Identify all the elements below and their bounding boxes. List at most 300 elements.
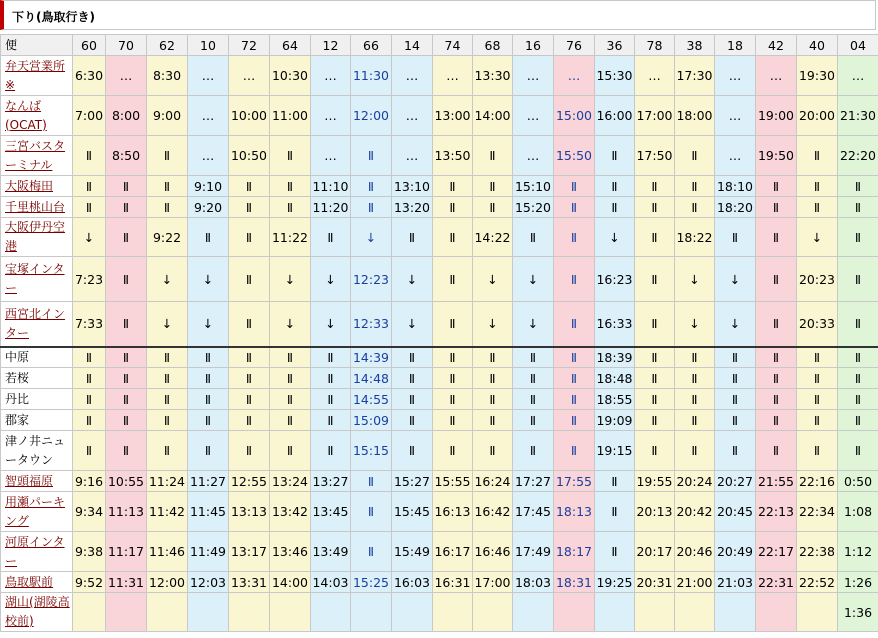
stop-name-cell[interactable] <box>1 96 73 136</box>
time-cell: Ⅱ <box>756 389 797 410</box>
time-cell: Ⅱ <box>838 389 878 410</box>
time-cell: 18:13 <box>554 492 595 532</box>
time-cell: Ⅱ <box>554 176 595 197</box>
time-cell: ↓ <box>311 302 351 347</box>
time-cell: ↓ <box>147 302 188 347</box>
time-cell: ↓ <box>715 302 756 347</box>
time-cell: Ⅱ <box>675 347 715 368</box>
time-cell: Ⅱ <box>473 389 513 410</box>
time-cell: 11:22 <box>270 218 311 257</box>
time-cell: Ⅱ <box>229 410 270 431</box>
time-cell: Ⅱ <box>106 368 147 389</box>
time-cell: Ⅱ <box>433 347 473 368</box>
time-cell: Ⅱ <box>229 176 270 197</box>
time-cell: Ⅱ <box>351 197 392 218</box>
time-cell: 17:55 <box>554 471 595 492</box>
time-cell: Ⅱ <box>675 176 715 197</box>
time-cell: Ⅱ <box>106 176 147 197</box>
time-cell: Ⅱ <box>715 431 756 471</box>
time-cell: … <box>188 96 229 136</box>
time-cell: 16:17 <box>433 532 473 572</box>
time-cell: 18:55 <box>595 389 635 410</box>
time-cell: … <box>635 56 675 96</box>
time-cell: Ⅱ <box>392 368 433 389</box>
time-cell: Ⅱ <box>675 389 715 410</box>
time-cell: Ⅱ <box>188 368 229 389</box>
time-cell: ↓ <box>675 302 715 347</box>
stop-name-link[interactable]: なんば(OCAT) <box>5 98 47 132</box>
trip-number: 16 <box>513 35 554 56</box>
time-cell: Ⅱ <box>756 347 797 368</box>
time-cell: … <box>106 56 147 96</box>
time-cell: 21:55 <box>756 471 797 492</box>
stop-row <box>1 593 878 632</box>
stop-name: 若桜 <box>5 370 30 385</box>
time-cell: 20:13 <box>635 492 675 532</box>
time-cell: 15:09 <box>351 410 392 431</box>
time-cell: Ⅱ <box>311 218 351 257</box>
time-cell: Ⅱ <box>147 410 188 431</box>
time-cell: Ⅱ <box>595 492 635 532</box>
time-cell: 22:31 <box>756 572 797 593</box>
time-cell: Ⅱ <box>838 431 878 471</box>
time-cell: Ⅱ <box>433 257 473 302</box>
time-cell: 17:45 <box>513 492 554 532</box>
time-cell: 15:20 <box>513 197 554 218</box>
time-cell: Ⅱ <box>838 368 878 389</box>
stop-row <box>1 96 878 136</box>
time-cell: Ⅱ <box>73 197 106 218</box>
time-cell: Ⅱ <box>392 389 433 410</box>
time-cell: 8:30 <box>147 56 188 96</box>
stop-name-cell <box>1 368 73 389</box>
time-cell: Ⅱ <box>106 218 147 257</box>
time-cell: ↓ <box>188 302 229 347</box>
time-cell: Ⅱ <box>554 302 595 347</box>
time-cell: Ⅱ <box>188 347 229 368</box>
time-cell: Ⅱ <box>797 136 838 176</box>
time-cell: 1:12 <box>838 532 878 572</box>
time-cell: Ⅱ <box>595 471 635 492</box>
time-cell: 11:24 <box>147 471 188 492</box>
time-cell: 10:00 <box>229 96 270 136</box>
time-cell: Ⅱ <box>635 218 675 257</box>
time-cell: Ⅱ <box>106 257 147 302</box>
time-cell: Ⅱ <box>554 389 595 410</box>
stop-name-cell[interactable] <box>1 257 73 302</box>
stop-row <box>1 431 878 471</box>
trip-number: 70 <box>106 35 147 56</box>
time-cell: 14:22 <box>473 218 513 257</box>
time-cell: Ⅱ <box>311 410 351 431</box>
time-cell: 13:13 <box>229 492 270 532</box>
time-cell: Ⅱ <box>513 410 554 431</box>
time-cell <box>106 593 147 632</box>
stop-row <box>1 197 878 218</box>
trip-number: 64 <box>270 35 311 56</box>
time-cell <box>715 593 756 632</box>
time-cell: 19:25 <box>595 572 635 593</box>
time-cell: Ⅱ <box>392 431 433 471</box>
time-cell: Ⅱ <box>473 431 513 471</box>
time-cell: Ⅱ <box>351 176 392 197</box>
time-cell: Ⅱ <box>675 368 715 389</box>
time-cell: Ⅱ <box>433 176 473 197</box>
time-cell: … <box>433 56 473 96</box>
time-cell: Ⅱ <box>229 431 270 471</box>
time-cell: 11:27 <box>188 471 229 492</box>
time-cell: Ⅱ <box>756 302 797 347</box>
stop-name: 丹比 <box>5 391 30 406</box>
time-cell <box>188 593 229 632</box>
time-cell: Ⅱ <box>838 302 878 347</box>
time-cell: 18:39 <box>595 347 635 368</box>
time-cell: Ⅱ <box>188 389 229 410</box>
time-cell: 18:48 <box>595 368 635 389</box>
time-cell: 21:00 <box>675 572 715 593</box>
time-cell: Ⅱ <box>715 218 756 257</box>
time-cell: 11:46 <box>147 532 188 572</box>
time-cell: Ⅱ <box>229 197 270 218</box>
time-cell: Ⅱ <box>188 431 229 471</box>
time-cell: Ⅱ <box>270 197 311 218</box>
time-cell: 9:22 <box>147 218 188 257</box>
stop-name-cell[interactable] <box>1 572 73 593</box>
time-cell: 8:50 <box>106 136 147 176</box>
time-cell: Ⅱ <box>147 197 188 218</box>
time-cell: 22:20 <box>838 136 878 176</box>
time-cell: 7:00 <box>73 96 106 136</box>
time-cell: Ⅱ <box>797 368 838 389</box>
stop-name-link[interactable]: 鳥取駅前 <box>5 574 54 589</box>
time-cell: Ⅱ <box>635 431 675 471</box>
trip-header-label: 便 <box>1 35 73 56</box>
time-cell: Ⅱ <box>756 197 797 218</box>
time-cell: Ⅱ <box>270 410 311 431</box>
time-cell <box>433 593 473 632</box>
stop-name-cell[interactable] <box>1 593 73 632</box>
time-cell: ↓ <box>473 257 513 302</box>
time-cell: … <box>392 136 433 176</box>
stop-name-link[interactable]: 智頭福原 <box>5 473 54 488</box>
time-cell: 11:13 <box>106 492 147 532</box>
time-cell: Ⅱ <box>311 368 351 389</box>
timetable <box>0 34 878 632</box>
time-cell: Ⅱ <box>73 136 106 176</box>
time-cell: 15:30 <box>595 56 635 96</box>
time-cell: 18:22 <box>675 218 715 257</box>
time-cell: … <box>554 56 595 96</box>
stop-name-cell[interactable] <box>1 492 73 532</box>
time-cell <box>797 593 838 632</box>
time-cell: 8:00 <box>106 96 147 136</box>
time-cell: 12:03 <box>188 572 229 593</box>
time-cell: 14:55 <box>351 389 392 410</box>
time-cell: Ⅱ <box>106 389 147 410</box>
time-cell: 15:25 <box>351 572 392 593</box>
time-cell: Ⅱ <box>270 389 311 410</box>
time-cell: 16:13 <box>433 492 473 532</box>
time-cell: 20:42 <box>675 492 715 532</box>
trip-number: 40 <box>797 35 838 56</box>
time-cell: ↓ <box>595 218 635 257</box>
stop-name-cell[interactable] <box>1 136 73 176</box>
time-cell: Ⅱ <box>635 347 675 368</box>
time-cell: 11:45 <box>188 492 229 532</box>
time-cell: 16:46 <box>473 532 513 572</box>
time-cell: 14:00 <box>270 572 311 593</box>
time-cell: Ⅱ <box>433 368 473 389</box>
time-cell: 14:00 <box>473 96 513 136</box>
stop-name-link[interactable]: 用瀬パーキング <box>5 494 66 528</box>
time-cell: Ⅱ <box>147 368 188 389</box>
time-cell: … <box>513 96 554 136</box>
time-cell: ↓ <box>147 257 188 302</box>
time-cell: Ⅱ <box>635 368 675 389</box>
time-cell: Ⅱ <box>392 218 433 257</box>
time-cell: Ⅱ <box>513 389 554 410</box>
time-cell: Ⅱ <box>188 218 229 257</box>
time-cell <box>595 593 635 632</box>
time-cell: Ⅱ <box>311 389 351 410</box>
stop-name-link[interactable]: 西宮北インター <box>5 306 66 340</box>
time-cell: 1:08 <box>838 492 878 532</box>
time-cell: 13:30 <box>473 56 513 96</box>
section-title: 下り(鳥取行き) <box>12 10 95 24</box>
stop-name: 津ノ井ニュータウン <box>5 433 66 467</box>
time-cell: Ⅱ <box>838 410 878 431</box>
time-cell: 13:10 <box>392 176 433 197</box>
time-cell: … <box>311 136 351 176</box>
time-cell: Ⅱ <box>838 347 878 368</box>
time-cell: 10:30 <box>270 56 311 96</box>
time-cell: Ⅱ <box>73 176 106 197</box>
time-cell: 19:55 <box>635 471 675 492</box>
time-cell: 16:03 <box>392 572 433 593</box>
time-cell: 19:30 <box>797 56 838 96</box>
time-cell: 11:30 <box>351 56 392 96</box>
time-cell: 14:03 <box>311 572 351 593</box>
time-cell: Ⅱ <box>635 176 675 197</box>
stop-name-link[interactable]: 大阪伊丹空港 <box>5 220 66 253</box>
stop-row <box>1 56 878 96</box>
time-cell: 20:46 <box>675 532 715 572</box>
time-cell: Ⅱ <box>270 347 311 368</box>
time-cell: Ⅱ <box>675 197 715 218</box>
time-cell: Ⅱ <box>229 389 270 410</box>
time-cell: Ⅱ <box>73 431 106 471</box>
stop-name-link[interactable]: 千里桃山台 <box>5 199 66 214</box>
time-cell: 1:26 <box>838 572 878 593</box>
time-cell: 18:03 <box>513 572 554 593</box>
time-cell: 19:50 <box>756 136 797 176</box>
time-cell: Ⅱ <box>554 431 595 471</box>
time-cell <box>554 593 595 632</box>
time-cell: Ⅱ <box>513 431 554 471</box>
time-cell: … <box>715 96 756 136</box>
time-cell: ↓ <box>188 257 229 302</box>
trip-number: 12 <box>311 35 351 56</box>
time-cell: 21:03 <box>715 572 756 593</box>
stop-name: 郡家 <box>5 412 30 427</box>
time-cell: Ⅱ <box>838 176 878 197</box>
time-cell: 22:34 <box>797 492 838 532</box>
time-cell: 19:15 <box>595 431 635 471</box>
time-cell: Ⅱ <box>838 218 878 257</box>
time-cell: 17:27 <box>513 471 554 492</box>
time-cell: 13:46 <box>270 532 311 572</box>
time-cell: … <box>756 56 797 96</box>
time-cell: Ⅱ <box>838 197 878 218</box>
time-cell: Ⅱ <box>270 431 311 471</box>
time-cell: Ⅱ <box>635 410 675 431</box>
time-cell: 13:20 <box>392 197 433 218</box>
time-cell: Ⅱ <box>473 197 513 218</box>
time-cell: Ⅱ <box>554 410 595 431</box>
time-cell: 11:31 <box>106 572 147 593</box>
time-cell: Ⅱ <box>473 176 513 197</box>
stop-name-cell[interactable] <box>1 197 73 218</box>
time-cell: 13:31 <box>229 572 270 593</box>
time-cell: Ⅱ <box>797 431 838 471</box>
time-cell: Ⅱ <box>433 389 473 410</box>
time-cell: Ⅱ <box>756 257 797 302</box>
time-cell: 12:00 <box>351 96 392 136</box>
time-cell: ↓ <box>473 302 513 347</box>
time-cell: Ⅱ <box>595 176 635 197</box>
time-cell: … <box>838 56 878 96</box>
time-cell: Ⅱ <box>554 347 595 368</box>
time-cell: Ⅱ <box>73 389 106 410</box>
time-cell: 16:31 <box>433 572 473 593</box>
time-cell: Ⅱ <box>513 218 554 257</box>
time-cell: ↓ <box>351 218 392 257</box>
time-cell: Ⅱ <box>351 471 392 492</box>
time-cell: 10:55 <box>106 471 147 492</box>
time-cell: 12:33 <box>351 302 392 347</box>
time-cell: Ⅱ <box>756 410 797 431</box>
stop-row <box>1 257 878 302</box>
time-cell: Ⅱ <box>147 347 188 368</box>
time-cell: ↓ <box>675 257 715 302</box>
time-cell: Ⅱ <box>715 389 756 410</box>
time-cell: Ⅱ <box>756 218 797 257</box>
time-cell: Ⅱ <box>433 197 473 218</box>
time-cell: 15:50 <box>554 136 595 176</box>
time-cell: 18:17 <box>554 532 595 572</box>
time-cell: 1:36 <box>838 593 878 632</box>
stop-name-cell <box>1 410 73 431</box>
time-cell: 18:20 <box>715 197 756 218</box>
time-cell: 13:00 <box>433 96 473 136</box>
stop-name-cell <box>1 431 73 471</box>
time-cell: 17:00 <box>635 96 675 136</box>
time-cell: Ⅱ <box>554 257 595 302</box>
stop-name-link[interactable]: 宝塚インター <box>5 262 65 295</box>
time-cell: 20:33 <box>797 302 838 347</box>
time-cell: … <box>513 136 554 176</box>
time-cell: Ⅱ <box>715 368 756 389</box>
stop-name-cell[interactable] <box>1 532 73 572</box>
time-cell <box>229 593 270 632</box>
stop-name-link[interactable]: 弁天営業所※ <box>5 58 66 92</box>
time-cell: Ⅱ <box>513 347 554 368</box>
stop-name-link[interactable]: 大阪梅田 <box>5 178 54 193</box>
time-cell: 20:49 <box>715 532 756 572</box>
stop-row <box>1 136 878 176</box>
time-cell: 9:16 <box>73 471 106 492</box>
stop-name-link[interactable]: 湖山(湖陵高校前) <box>5 595 70 628</box>
stop-name-link[interactable]: 河原インター <box>5 534 65 568</box>
trip-number: 42 <box>756 35 797 56</box>
time-cell: 9:34 <box>73 492 106 532</box>
time-cell: Ⅱ <box>270 176 311 197</box>
time-cell: … <box>715 56 756 96</box>
stop-name-link[interactable]: 三宮バスターミナル <box>5 138 66 172</box>
trip-number: 62 <box>147 35 188 56</box>
time-cell: ↓ <box>513 257 554 302</box>
stop-name-cell[interactable] <box>1 176 73 197</box>
trip-number: 66 <box>351 35 392 56</box>
stop-row <box>1 410 878 431</box>
time-cell: 6:30 <box>73 56 106 96</box>
stop-name-cell[interactable] <box>1 218 73 257</box>
time-cell <box>73 593 106 632</box>
stop-row <box>1 176 878 197</box>
time-cell: 15:10 <box>513 176 554 197</box>
time-cell: Ⅱ <box>433 410 473 431</box>
time-cell <box>635 593 675 632</box>
trip-number: 72 <box>229 35 270 56</box>
time-cell: 20:27 <box>715 471 756 492</box>
time-cell: Ⅱ <box>106 302 147 347</box>
trip-number: 68 <box>473 35 513 56</box>
time-cell: 17:00 <box>473 572 513 593</box>
time-cell: Ⅱ <box>554 197 595 218</box>
stop-row <box>1 492 878 532</box>
stop-row <box>1 572 878 593</box>
time-cell: Ⅱ <box>473 136 513 176</box>
time-cell: … <box>513 56 554 96</box>
time-cell: ↓ <box>270 257 311 302</box>
time-cell: … <box>715 136 756 176</box>
time-cell <box>270 593 311 632</box>
time-cell: Ⅱ <box>838 257 878 302</box>
time-cell: Ⅱ <box>554 218 595 257</box>
time-cell: 12:00 <box>147 572 188 593</box>
time-cell: Ⅱ <box>797 176 838 197</box>
time-cell: Ⅱ <box>595 197 635 218</box>
time-cell: 13:27 <box>311 471 351 492</box>
stop-name-cell[interactable] <box>1 471 73 492</box>
time-cell: Ⅱ <box>635 257 675 302</box>
time-cell: Ⅱ <box>473 410 513 431</box>
stop-name-cell[interactable] <box>1 302 73 347</box>
time-cell: Ⅱ <box>270 368 311 389</box>
time-cell: Ⅱ <box>797 410 838 431</box>
time-cell: … <box>188 136 229 176</box>
time-cell: Ⅱ <box>595 136 635 176</box>
time-cell: Ⅱ <box>106 410 147 431</box>
trip-number: 18 <box>715 35 756 56</box>
time-cell: Ⅱ <box>473 347 513 368</box>
time-cell: ↓ <box>311 257 351 302</box>
time-cell: 17:49 <box>513 532 554 572</box>
stop-name-cell[interactable] <box>1 56 73 96</box>
time-cell: 11:49 <box>188 532 229 572</box>
time-cell: 7:23 <box>73 257 106 302</box>
time-cell: Ⅱ <box>229 257 270 302</box>
